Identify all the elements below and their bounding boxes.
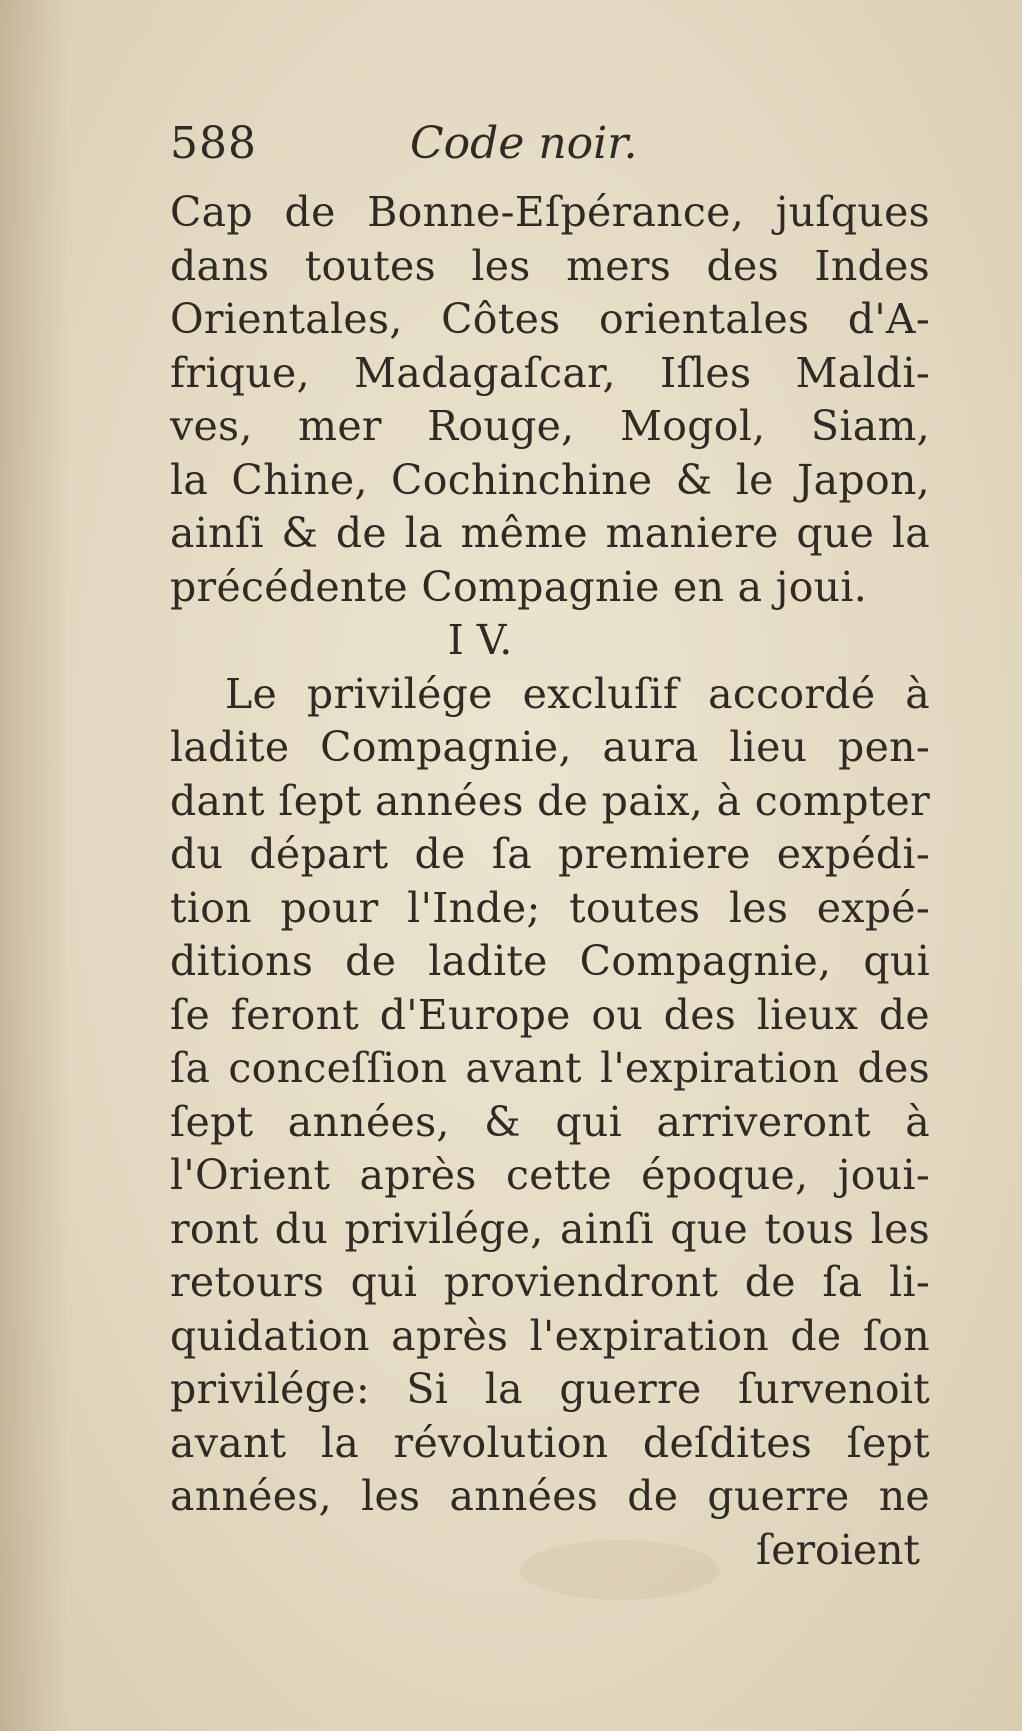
text-line: ſept années, & qui arriveront à	[170, 1097, 930, 1146]
text-line: avant la révolution deſdites ſept	[170, 1418, 930, 1467]
text-line: Cap de Bonne-Eſpérance, juſques	[170, 188, 930, 236]
text-line: frique, Madagaſcar, Iſles Maldi-	[170, 348, 930, 397]
text-line: ront du privilége, ainſi que tous les	[170, 1204, 930, 1253]
text-line: Orientales, Côtes orientales d'A-	[170, 295, 930, 343]
text-line: ditions de ladite Compagnie, qui	[170, 937, 930, 985]
running-head	[170, 118, 930, 186]
header-title: Code noir.	[410, 118, 638, 169]
text-line: la Chine, Cochinchine & le Japon,	[170, 455, 930, 504]
text-line: ſe feront d'Europe ou des lieux de	[170, 990, 930, 1039]
text-line: ſa conceſſion avant l'expiration des	[170, 1044, 930, 1092]
text-line: l'Orient après cette époque, joui-	[170, 1151, 930, 1199]
text-line: quidation après l'expiration de ſon	[170, 1311, 930, 1360]
text-line: tion pour l'Inde; toutes les expé-	[170, 883, 930, 932]
section-heading: I V.	[447, 616, 513, 664]
paragraph-continued	[170, 186, 930, 614]
page-number: 588	[170, 118, 257, 169]
text-line: retours qui proviendront de ſa li-	[170, 1258, 930, 1306]
text-line: du départ de ſa premiere expédi-	[170, 830, 930, 878]
text-line: dant ſept années de paix, à compter	[170, 776, 930, 825]
text-line: Le privilége excluſif accordé à	[225, 669, 930, 718]
catchword: ſeroient	[756, 1525, 920, 1574]
text-line: dans toutes les mers des Indes	[170, 241, 930, 290]
article-paragraph	[170, 668, 930, 1524]
text-line: ainſi & de la même maniere que la	[170, 509, 930, 557]
text-line: privilége: Si la guerre ſurvenoit	[170, 1365, 930, 1413]
text-line: précédente Compagnie en a joui.	[170, 562, 868, 611]
text-block	[170, 118, 930, 1577]
text-line: ves, mer Rouge, Mogol, Siam,	[170, 402, 930, 450]
text-line: années, les années de guerre ne	[170, 1472, 930, 1520]
text-line: ladite Compagnie, aura lieu pen-	[170, 723, 930, 771]
